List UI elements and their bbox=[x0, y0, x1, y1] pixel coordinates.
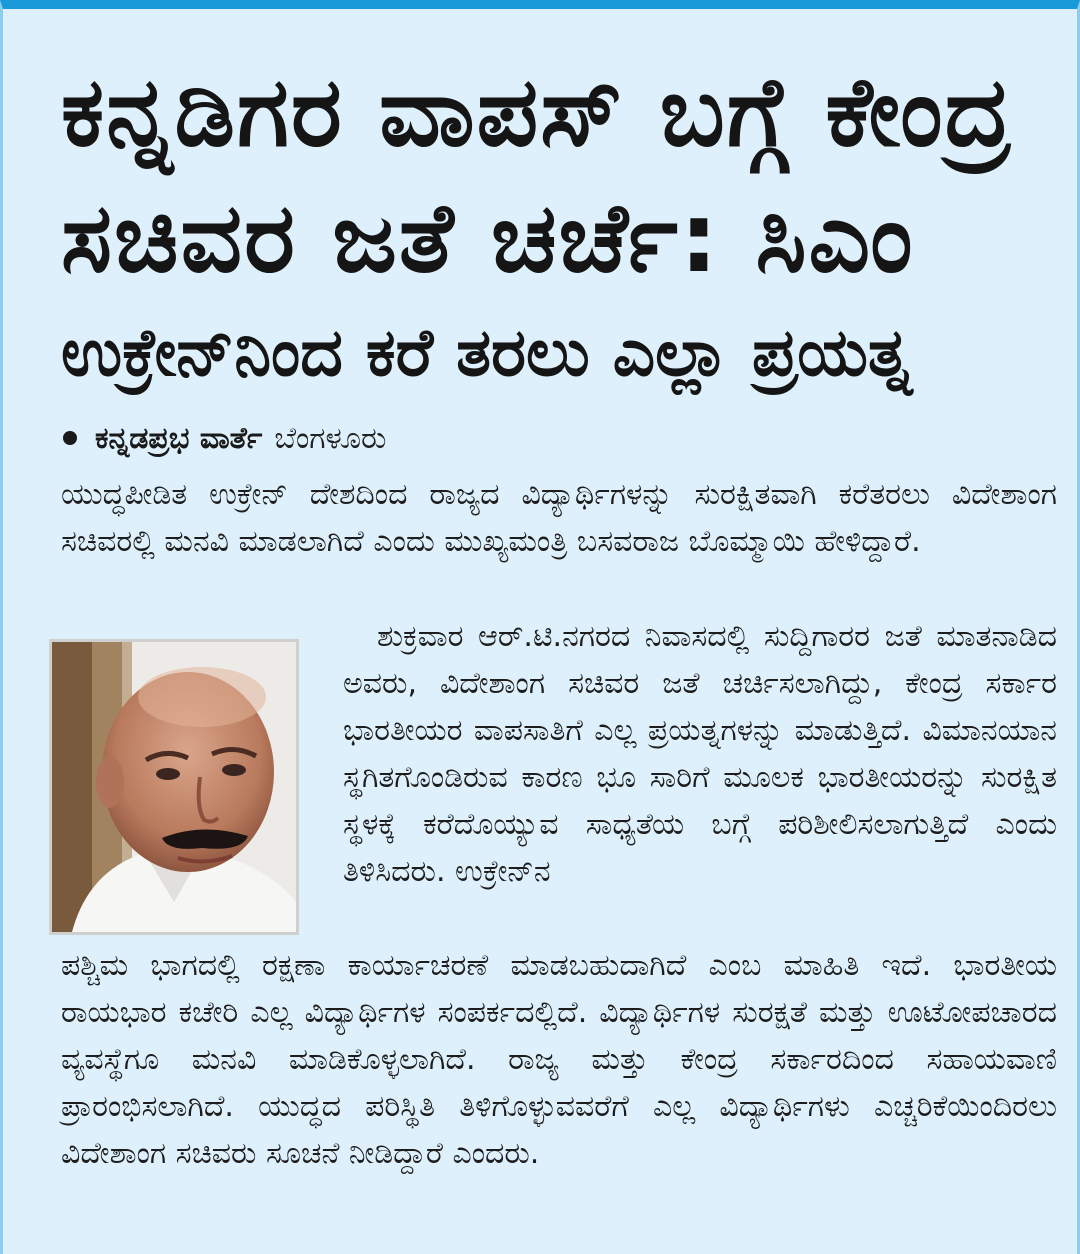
byline bbox=[63, 413, 386, 463]
article-paragraph-1: ಯುದ್ಧಪೀಡಿತ ಉಕ್ರೇನ್ ದೇಶದಿಂದ ರಾಜ್ಯದ ವಿದ್ಯಾರ್ಥಿಗಳನ್ನು ಸುರಕ್ಷಿತವಾಗಿ ಕರೆತರಲು ವಿದೇಶಾಂಗ ಸಚಿವರಲ್ಲಿ ಮನವಿ ಮಾಡಲಾಗಿದೆ ಎಂದು ಮುಖ್ಯಮಂತ್ರಿ ಬಸವರಾಜ ಬೊಮ್ಮಾಯಿ ಹೇಳಿದ್ದಾರೆ. bbox=[61, 477, 1057, 559]
person-photo bbox=[49, 639, 299, 935]
byline-agency: ಕನ್ನಡಪ್ರಭ ವಾರ್ತೆ bbox=[95, 420, 263, 456]
headline-line-2: ಸಚಿವರ ಜತೆ ಚರ್ಚೆ: ಸಿಎಂ bbox=[61, 182, 915, 294]
article-paragraph-2-side: ಶುಕ್ರವಾರ ಆರ್.ಟಿ.ನಗರದ ನಿವಾಸದಲ್ಲಿ ಸುದ್ದಿಗಾರರ ಜತೆ ಮಾತನಾಡಿದ ಅವರು, ವಿದೇಶಾಂಗ ಸಚಿವರ ಜತೆ ಚರ್ಚಿಸಲಾಗಿದ್ದು, ಕೇಂದ್ರ ಸರ್ಕಾರ ಭಾರತೀಯರ ವಾಪಸಾತಿಗೆ ಎಲ್ಲ ಪ್ರಯತ್ನಗಳನ್ನು ಮಾಡುತ್ತಿದೆ. ವಿಮಾನಯಾನ ಸ್ಥಗಿತಗೊಂಡಿರುವ ಕಾರಣ ಭೂ ಸಾರಿಗೆ ಮೂಲಕ ಭಾರತೀಯರನ್ನು ಸುರಕ್ಷಿತ ಸ್ಥಳಕ್ಕೆ ಕರೆದೊಯ್ಯುವ ಸಾಧ್ಯತೆಯ ಬಗ್ಗೆ ಪರಿಶೀಲಿಸಲಾಗುತ್ತಿದೆ ಎಂದು ತಿಳಿಸಿದರು. ಉಕ್ರೇನ್‌ನ bbox=[343, 619, 1057, 889]
headline-line-1: ಕನ್ನಡಿಗರ ವಾಪಸ್ ಬಗ್ಗೆ ಕೇಂದ್ರ bbox=[61, 56, 1013, 168]
bullet-icon bbox=[63, 431, 77, 445]
byline-location: ಬೆಂಗಳೂರು bbox=[274, 420, 387, 456]
headline bbox=[61, 49, 1061, 301]
article-paragraph-2-continued: ಪಶ್ಚಿಮ ಭಾಗದಲ್ಲಿ ರಕ್ಷಣಾ ಕಾರ್ಯಾಚರಣೆ ಮಾಡಬಹುದಾಗಿದೆ ಎಂಬ ಮಾಹಿತಿ ಇದೆ. ಭಾರತೀಯ ರಾಯಭಾರ ಕಚೇರಿ ಎಲ್ಲ ವಿದ್ಯಾರ್ಥಿಗಳ ಸಂಪರ್ಕದಲ್ಲಿದೆ. ವಿದ್ಯಾರ್ಥಿಗಳ ಸುರಕ್ಷತೆ ಮತ್ತು ಊಟೋಪಚಾರದ ವ್ಯವಸ್ಥೆಗೂ ಮನವಿ ಮಾಡಿಕೊಳ್ಳಲಾಗಿದೆ. ರಾಜ್ಯ ಮತ್ತು ಕೇಂದ್ರ ಸರ್ಕಾರದಿಂದ ಸಹಾಯವಾಣಿ ಪ್ರಾರಂಭಿಸಲಾಗಿದೆ. ಯುದ್ಧದ ಪರಿಸ್ಥಿತಿ ತಿಳಿಗೊಳ್ಳುವವರೆಗೆ ಎಲ್ಲ ವಿದ್ಯಾರ್ಥಿಗಳು ಎಚ್ಚರಿಕೆಯಿಂದಿರಲು ವಿದೇಶಾಂಗ ಸಚಿವರು ಸೂಚನೆ ನೀಡಿದ್ದಾರೆ ಎಂದರು. bbox=[61, 948, 1057, 1171]
subheadline: ಉಕ್ರೇನ್‌ನಿಂದ ಕರೆ ತರಲು ಎಲ್ಲಾ ಪ್ರಯತ್ನ bbox=[61, 314, 912, 391]
portrait-illustration bbox=[52, 642, 296, 932]
